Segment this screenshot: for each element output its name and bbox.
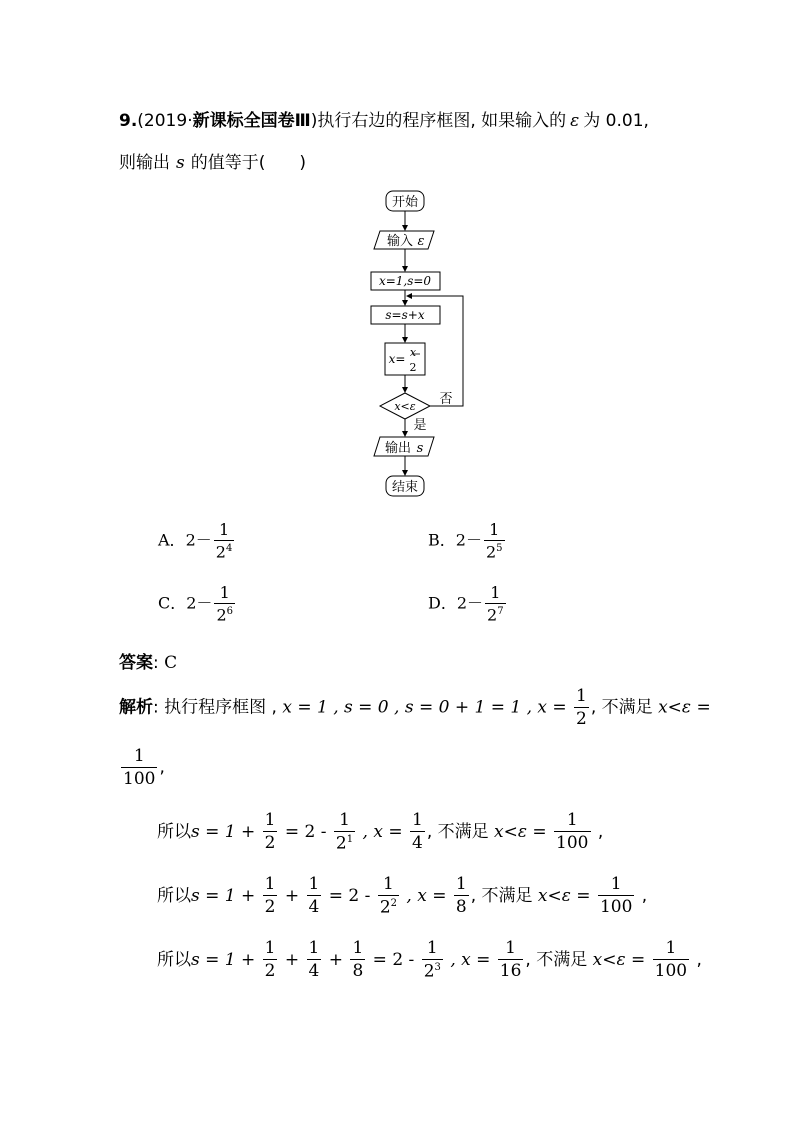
frac-num: 1 (610, 874, 622, 895)
frac-den: 100 (599, 897, 633, 918)
flow-output-var: s (416, 441, 424, 456)
option-c-fraction (214, 585, 235, 623)
frac-num: 1 (264, 874, 276, 895)
frac (410, 812, 425, 852)
frac (307, 876, 322, 916)
solution-label: 解析 (119, 697, 153, 718)
frac (378, 876, 399, 917)
frac-exp: 1 (346, 834, 354, 845)
frac (350, 940, 365, 980)
option-a-exp: 4 (225, 543, 233, 554)
frac-den: 2 (335, 833, 347, 854)
frac (554, 812, 590, 852)
answer-line (119, 648, 177, 673)
frac (263, 940, 278, 980)
solution-not-satisfy-1: , 不满足 (590, 697, 653, 718)
question-source: 新课标全国卷 (192, 111, 295, 131)
flow-condition-text: x<ε (394, 400, 416, 413)
frac-den: 2 (576, 709, 587, 729)
solution-comma-1: , (159, 757, 165, 778)
option-d-letter: D． (428, 593, 457, 613)
flow-no-label: 否 (439, 392, 453, 407)
frac (307, 940, 322, 980)
frac-num: 1 (383, 874, 394, 894)
option-b (428, 522, 507, 560)
solution-step-x-eq: x = (537, 697, 567, 718)
solution-cond-2: x<ε = (494, 821, 547, 842)
solution-frac-hundred-1 (121, 748, 157, 788)
flow-update-s-text: s=s+x (385, 308, 425, 322)
solution-so-3: 所以 (157, 949, 191, 970)
option-a-num: 1 (218, 520, 230, 539)
solution-step-s1: s = 0 + 1 = 1 , (404, 697, 532, 718)
frac-num: 1 (308, 938, 320, 959)
plus: + (328, 949, 344, 970)
option-c-num: 1 (219, 583, 230, 602)
flow-update-x-den: 2 (409, 361, 417, 374)
flow-output-text: 输出 (384, 441, 412, 456)
solution-frac-half (574, 688, 589, 728)
frac-exp: 3 (434, 962, 441, 973)
frac-num: 1 (264, 938, 276, 959)
solution-line-4 (157, 940, 702, 981)
option-d-num: 1 (490, 583, 501, 602)
option-c (158, 585, 237, 623)
question-source-open: (2019· (137, 111, 193, 131)
answer-sep: : (153, 653, 159, 673)
option-b-base: 2－ (455, 530, 482, 550)
solution-eq2-2: = 2 - (328, 885, 371, 906)
option-a-letter: A． (158, 530, 186, 550)
flow-update-x-lhs: x= (388, 352, 406, 366)
solution-cond-3: x<ε = (537, 885, 591, 906)
frac (454, 876, 469, 916)
frac-den: 4 (308, 961, 320, 982)
option-d-fraction (485, 585, 506, 623)
question-line-1 (119, 106, 649, 131)
plus: + (284, 949, 300, 970)
frac-num: 1 (352, 938, 364, 959)
solution-x-eq-1: , x = (362, 821, 403, 842)
solution-line-1b (119, 748, 165, 788)
solution-s-eq-2: s = 1 + (191, 885, 256, 906)
frac-num: 1 (264, 810, 276, 831)
solution-comma-3: , (641, 885, 648, 906)
frac-num: 1 (455, 874, 467, 895)
option-d-base: 2－ (456, 593, 484, 613)
option-a-base: 2－ (185, 530, 212, 550)
frac-num: 1 (339, 810, 350, 830)
solution-x-eq-3: , x = (450, 949, 491, 970)
frac (263, 812, 278, 852)
solution-eq2-3: = 2 - (372, 949, 415, 970)
answer-value: C (164, 653, 178, 673)
solution-not-satisfy-4: , 不满足 (525, 949, 588, 970)
frac (263, 876, 278, 916)
plus: + (284, 885, 300, 906)
solution-comma-4: , (696, 949, 702, 970)
option-b-exp: 5 (496, 543, 503, 554)
question-line-2 (119, 148, 306, 173)
answer-label: 答案 (119, 653, 153, 673)
frac-num: 1 (133, 746, 145, 766)
question-source-roman: Ⅲ (294, 111, 311, 131)
question-number: 9. (119, 111, 138, 131)
option-c-letter: C． (158, 593, 187, 613)
question-epsilon: ε (570, 111, 580, 131)
solution-line-3 (157, 876, 647, 917)
flow-start-text: 开始 (391, 195, 419, 210)
flow-input-var: ε (417, 234, 425, 249)
question-stem-1: 执行右边的程序框图, 如果输入的 (317, 111, 567, 131)
solution-so-1: 所以 (157, 821, 191, 842)
frac-den: 4 (308, 897, 320, 918)
frac-den: 8 (352, 961, 364, 982)
option-b-letter: B． (428, 530, 456, 550)
frac (334, 812, 355, 853)
solution-so-2: 所以 (157, 885, 191, 906)
frac-num: 1 (665, 938, 677, 959)
option-b-den: 2 (485, 542, 497, 562)
question-source-close: ) (310, 111, 318, 131)
option-a (158, 522, 236, 560)
frac-exp: 2 (390, 898, 398, 909)
frac-num: 1 (308, 874, 320, 895)
solution-step-x1: x = 1 , (282, 697, 339, 718)
frac-den: 2 (379, 897, 391, 918)
frac (422, 940, 443, 981)
frac-num: 1 (576, 686, 587, 706)
question-var-s: s (176, 153, 185, 173)
frac-den: 4 (411, 833, 423, 854)
frac (653, 940, 689, 980)
frac-den: 2 (264, 897, 276, 918)
option-b-num: 1 (489, 520, 500, 539)
solution-s-eq-1: s = 1 + (191, 821, 256, 842)
frac-den: 2 (423, 961, 435, 982)
option-d-exp: 7 (497, 606, 504, 617)
frac-den: 2 (264, 833, 276, 854)
frac-den: 100 (556, 833, 589, 854)
frac-num: 1 (566, 810, 578, 831)
option-d (428, 585, 508, 623)
flow-update-x-num: x (409, 346, 417, 359)
frac-num: 1 (505, 938, 516, 959)
option-a-fraction (214, 522, 235, 560)
option-a-den: 2 (215, 542, 226, 562)
frac-num: 1 (411, 810, 423, 831)
solution-x-eq-2: , x = (406, 885, 447, 906)
question-line2-prefix: 则输出 (119, 153, 170, 173)
frac-num: 1 (426, 938, 438, 958)
frac-den: 8 (455, 897, 467, 918)
flowchart (360, 185, 490, 505)
solution-comma-2: , (597, 821, 604, 842)
solution-cond-4: x<ε = (592, 949, 646, 970)
flow-yes-label: 是 (413, 418, 427, 433)
solution-not-satisfy-2: , 不满足 (426, 821, 489, 842)
option-c-den: 2 (216, 605, 227, 625)
option-c-exp: 6 (226, 606, 233, 617)
option-c-base: 2－ (186, 593, 213, 613)
solution-line-1 (119, 688, 711, 728)
solution-cond-1: x<ε = (658, 697, 711, 718)
solution-intro: : 执行程序框图 , (153, 697, 277, 718)
solution-eq2-1: = 2 - (284, 821, 327, 842)
frac-den: 16 (499, 961, 522, 982)
flow-init-text: x=1,s=0 (378, 274, 432, 288)
question-stem-2: 为 0.01, (583, 111, 649, 131)
solution-step-s0: s = 0 , (344, 697, 400, 718)
flow-input-text: 输入 (386, 234, 414, 249)
frac (598, 876, 634, 916)
frac-den: 100 (654, 961, 688, 982)
question-line2-suffix: 的值等于( ) (190, 153, 306, 173)
option-d-den: 2 (487, 605, 498, 625)
option-b-fraction (484, 522, 505, 560)
solution-not-satisfy-3: , 不满足 (470, 885, 533, 906)
frac-den: 2 (264, 961, 276, 982)
frac-den: 100 (123, 769, 156, 789)
frac (498, 940, 524, 980)
solution-line-2 (157, 812, 603, 853)
solution-s-eq-3: s = 1 + (191, 949, 256, 970)
flow-end-text: 结束 (391, 480, 419, 495)
